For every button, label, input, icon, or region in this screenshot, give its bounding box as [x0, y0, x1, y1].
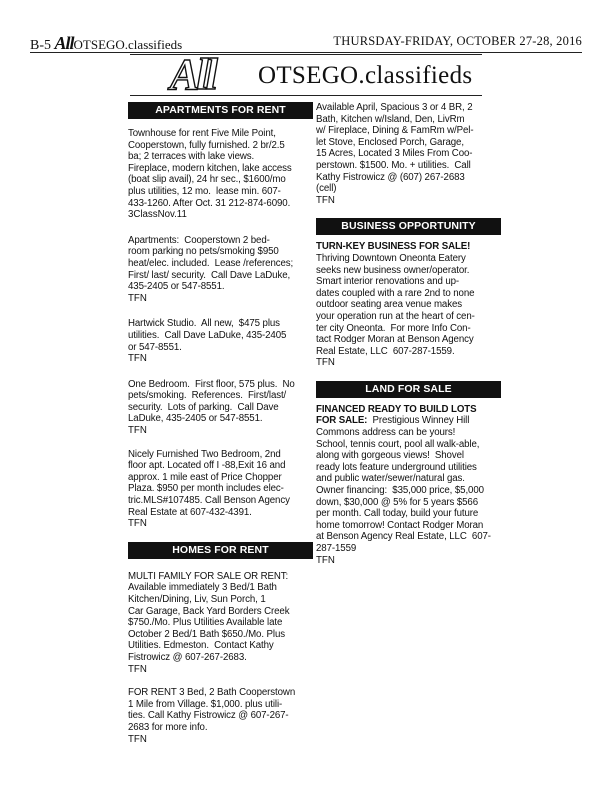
apartment-ad-1-tag: 3ClassNov.11 — [128, 209, 187, 221]
home-ad-1-tag: TFN — [128, 663, 147, 675]
right-column — [316, 102, 501, 566]
masthead-rest: OTSEGO.classifieds — [258, 62, 473, 89]
apartments-heading: APARTMENTS FOR RENT — [128, 102, 313, 119]
masthead-all: All — [170, 50, 215, 99]
business-ad-1-tag: TFN — [316, 357, 335, 369]
land-ad-1-lead: FINANCED READY TO BUILD LOTS FOR SALE: — [316, 403, 477, 427]
apartment-ad-2-tag: TFN — [128, 292, 147, 304]
business-heading: BUSINESS OPPORTUNITY — [316, 218, 501, 235]
apartment-ad-2: Apartments: Cooperstown 2 bed- room parking no pets/smoking $950 heat/elec. included. Lease /references; First/ last/ security. Call Dave LaDuke, 435-2405 or 547-8551. — [128, 234, 294, 293]
header-brand-all: All — [54, 33, 74, 53]
business-ad-1-lead: TURN-KEY BUSINESS FOR SALE! — [316, 241, 471, 253]
apartment-ad-4: One Bedroom. First floor, 575 plus. No pets/smoking. References. First/last/ security. Lots of parking. Call Dave LaDuke, 435-2405 or 547-8551. — [128, 378, 295, 425]
left-column — [128, 102, 313, 745]
apartment-ad-4-tag: TFN — [128, 425, 147, 437]
page-header — [30, 30, 582, 53]
land-heading: LAND FOR SALE — [316, 381, 501, 398]
business-ad-1 — [316, 241, 501, 357]
home-ad-3: Available April, Spacious 3 or 4 BR, 2 Bath, Kitchen w/Island, Den, LivRm w/ Fireplace, Dining & FamRm w/Pel- let Stove, Enclosed Porch, Garage, 15 Acres, Located 3 Miles From Coo- perstown. $1500. Mo. + utilities. Call Kathy Fistrowicz @ (607) 267-2683 (cell) — [316, 102, 474, 195]
home-ad-3-tag: TFN — [316, 194, 335, 206]
business-ad-1-body: Thriving Downtown Oneonta Eatery seeks new business owner/operator. Smart interior renovations and up- dates coupled with a rare 2nd to none outdoor seating area venue makes your operation run at the heart of cen- ter city Oneonta. For more Info Con- tact Rodger Moran at Benson Agency Real Estate, LLC 607-287-1559. — [316, 252, 475, 357]
home-ad-1: MULTI FAMILY FOR SALE OR RENT: Available immediately 3 Bed/1 Bath Kitchen/Dining, Liv, Sun Porch, 1 Car Garage, Back Yard Borders Creek $750./Mo. Plus Utilities Available late October 2 Bed/1 Bath $650./Mo. Plus Utilities. Edmeston. Contact Kathy Fistrowicz @ 607-267-2683. — [128, 570, 290, 663]
land-ad-1-body: Prestigious Winney Hill Commons address can be yours! School, tennis court, pool all walk-able, along with gorgeous views! Shovel ready lots feature underground utilities and public water/sewer/natural gas. Owner financing: $35,000 price, $5,000 down, $30,000 @ 5% for 5 years $566 per month. Call today, build your future home tomorrow! Contact Rodger Moran at Benson Agency Real Estate, LLC 607- 287-1559 — [316, 415, 491, 554]
page-number — [30, 33, 182, 54]
homes-heading: HOMES FOR RENT — [128, 542, 313, 559]
land-ad-1-tag: TFN — [316, 554, 335, 566]
apartment-ad-5-tag: TFN — [128, 518, 147, 530]
dateline: THURSDAY-FRIDAY, OCTOBER 27-28, 2016 — [333, 34, 582, 48]
home-ad-2: FOR RENT 3 Bed, 2 Bath Cooperstown 1 Mile from Village. $1,000. plus utili- ties. Call Kathy Fistrowicz @ 607-267- 2683 for more info. — [128, 687, 296, 733]
apartment-ad-3: Hartwick Studio. All new, $475 plus utilities. Call Dave LaDuke, 435-2405 or 547-8551. — [128, 318, 287, 353]
apartment-ad-1: Townhouse for rent Five Mile Point, Cooperstown, fully furnished. 2 br/2.5 ba; 2 terraces with lake views. Fireplace, modern kitchen, lake access (boat slip avail), 24 hr sec., $1600/mo plus utilities, 12 mo. lease min. 607- 433-1260. After Oct. 31 212-874-6090. — [128, 128, 292, 209]
land-ad-1 — [316, 404, 501, 555]
home-ad-2-tag: TFN — [128, 733, 147, 745]
header-brand-rest: OTSEGO.classifieds — [73, 37, 183, 52]
apartment-ad-5: Nicely Furnished Two Bedroom, 2nd floor apt. Located off I -88,Exit 16 and approx. 1 mile east of Price Chopper Plaza. $950 per month includes elec- tric.MLS#107485. Call Benson Agency Real Estate at 607-432-4391. — [128, 448, 290, 518]
apartment-ad-3-tag: TFN — [128, 353, 147, 365]
page-number-text: B-5 — [30, 38, 51, 53]
masthead-logo — [130, 50, 482, 99]
